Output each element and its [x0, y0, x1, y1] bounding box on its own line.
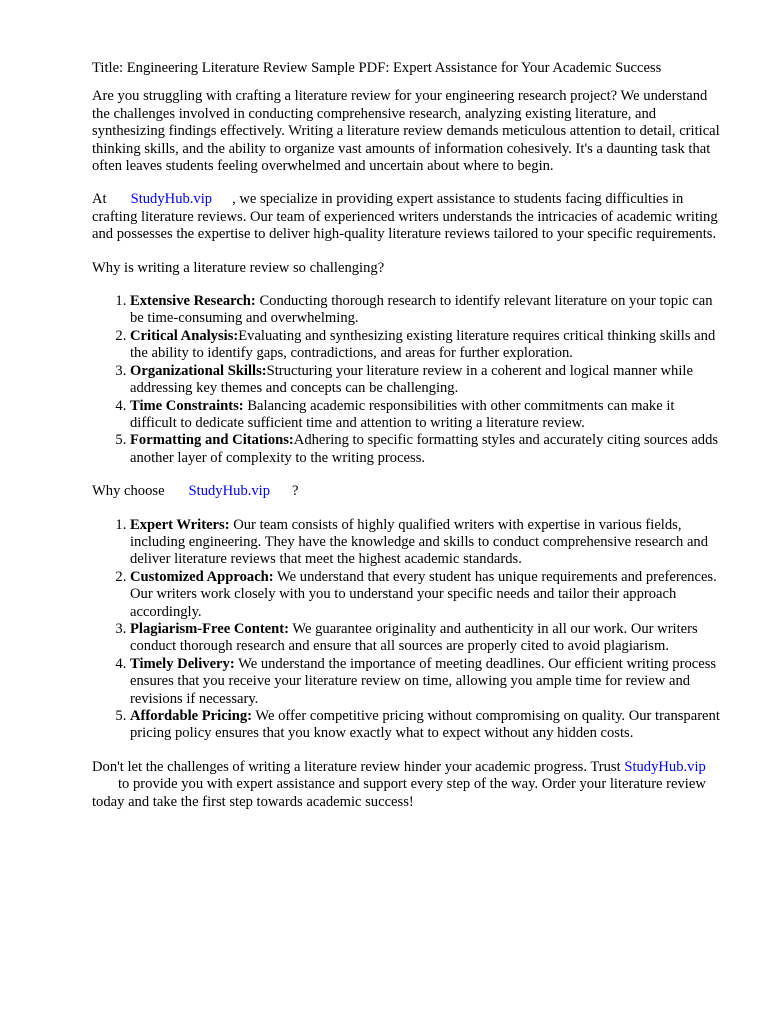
list-item-text: Our team consists of highly qualified writers with expertise in various fields, including engineering. They have the knowledge and skills to conduct comprehensive research and deliver literature reviews that meet the highest academic standards.: [130, 516, 709, 568]
list-item: [130, 363, 722, 398]
why-prefix: Why choose: [92, 483, 165, 500]
list-item-term: Critical Analysis:: [130, 327, 239, 344]
list-item: [130, 293, 722, 328]
about-prefix: At: [92, 191, 107, 208]
about-suffix: , we specialize in providing expert assistance to students facing difficulties in crafting literature reviews. Our team of experienced writers understands the intricacies of academic writing and possesses the expertise to deliver high-quality literature reviews tailored to your specific requirements.: [92, 191, 718, 243]
list-item-text: Conducting thorough research to identify relevant literature on your topic can be time-consuming and overwhelming.: [130, 293, 713, 327]
list-item-text: We offer competitive pricing without compromising on quality. Our transparent pricing policy ensures that you know exactly what to expect without any hidden costs.: [130, 708, 720, 742]
list-item: [130, 517, 722, 569]
studyhub-link-why[interactable]: StudyHub.vip: [188, 483, 271, 500]
list-item-term: Customized Approach:: [130, 568, 274, 585]
list-item: [130, 708, 722, 743]
list-item-text: Balancing academic responsibilities with other commitments can make it difficult to dedicate sufficient time and attention to writing a literature review.: [130, 397, 675, 431]
benefits-list: [92, 517, 722, 743]
list-item-term: Timely Delivery:: [130, 655, 235, 672]
list-item: [130, 432, 722, 467]
challenges-heading: Why is writing a literature review so challenging?: [92, 259, 385, 276]
about-paragraph: [92, 191, 722, 243]
intro-paragraph: Are you struggling with crafting a literature review for your engineering research project? We understand the challenges involved in conducting comprehensive research, analyzing existing literature, and synthesizing findings effectively. Writing a literature review demands meticulous attention to detail, critical thinking skills, and the ability to organize vast amounts of information cohesively. It's a daunting task that often leaves students feeling overwhelmed and uncertain about where to begin.: [92, 88, 720, 175]
list-item-term: Formatting and Citations:: [130, 432, 294, 449]
list-item-term: Plagiarism-Free Content:: [130, 620, 289, 637]
closing-suffix: to provide you with expert assistance and support every step of the way. Order your literature review today and take the first step towards academic success!: [92, 776, 706, 810]
challenges-list: [92, 293, 722, 467]
why-heading: [92, 483, 722, 500]
list-item-term: Time Constraints:: [130, 397, 244, 414]
studyhub-link-closing[interactable]: StudyHub.vip: [624, 758, 706, 775]
closing-prefix: Don't let the challenges of writing a literature review hinder your academic progress. Trust: [92, 758, 621, 775]
list-item-text: We understand that every student has unique requirements and preferences. Our writers work closely with you to understand your specific needs and tailor their approach accordingly.: [130, 568, 717, 620]
why-suffix: ?: [292, 483, 299, 500]
list-item: [130, 328, 722, 363]
list-item-text: Structuring your literature review in a coherent and logical manner while addressing key themes and concepts can be challenging.: [130, 362, 693, 397]
list-item-text: We guarantee originality and authenticity in all our work. Our writers conduct thorough research and ensure that all sources are properly cited to avoid plagiarism.: [130, 620, 698, 655]
list-item: [130, 621, 722, 656]
list-item: [130, 569, 722, 621]
document-title: Title: Engineering Literature Review Sample PDF: Expert Assistance for Your Academic Success: [92, 60, 662, 76]
closing-paragraph: [92, 759, 722, 811]
list-item-text: Evaluating and synthesizing existing literature requires critical thinking skills and the ability to identify gaps, contradictions, and areas for further exploration.: [130, 327, 716, 362]
list-item-term: Organizational Skills:: [130, 362, 267, 379]
list-item: [130, 656, 722, 708]
list-item-term: Extensive Research:: [130, 293, 256, 310]
document-page: [92, 60, 722, 827]
list-item-text: Adhering to specific formatting styles and accurately citing sources adds another layer of complexity to the writing process.: [130, 432, 719, 466]
list-item: [130, 398, 722, 433]
list-item-term: Affordable Pricing:: [130, 708, 252, 724]
studyhub-link-about[interactable]: StudyHub.vip: [130, 191, 213, 208]
list-item-term: Expert Writers:: [130, 516, 230, 533]
list-item-text: We understand the importance of meeting deadlines. Our efficient writing process ensures that you receive your literature review on time, allowing you ample time for review and revisions if necessary.: [130, 655, 717, 707]
